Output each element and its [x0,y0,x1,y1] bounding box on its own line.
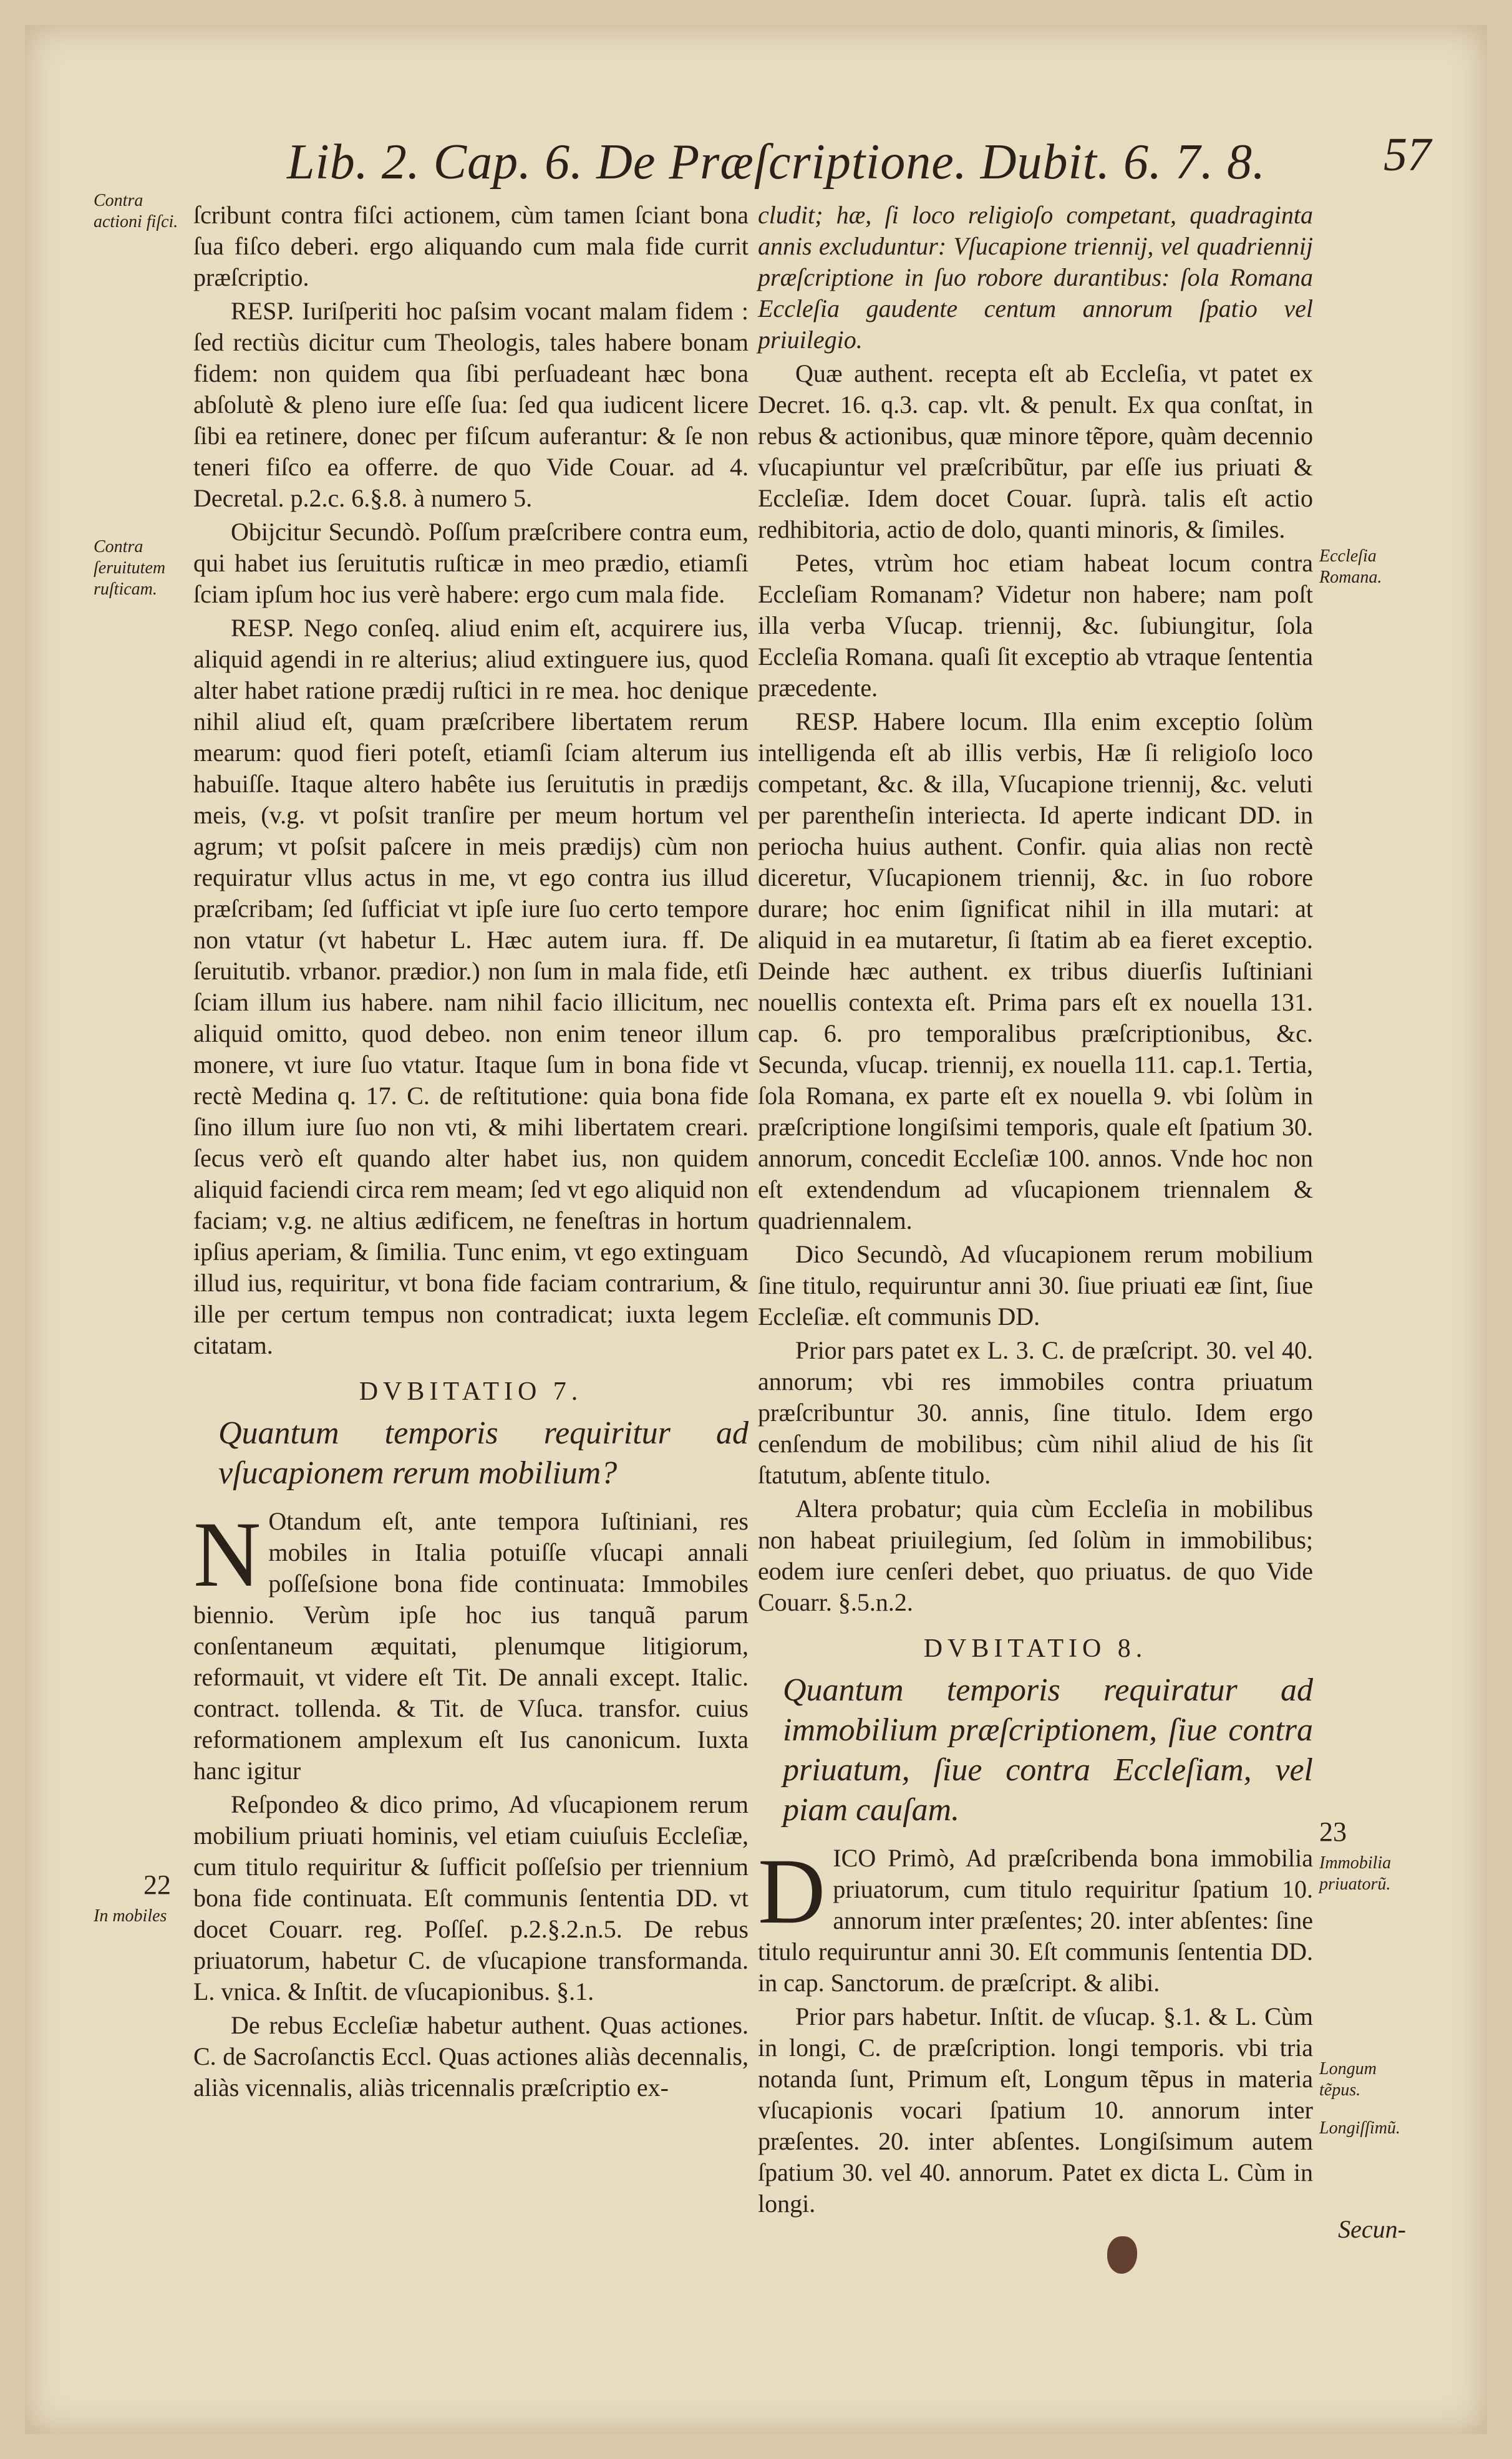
margin-section-number: 23 [1319,1816,1347,1847]
paragraph: Petes, vtrùm hoc etiam habeat locum contra Eccleſiam Romanam? Videtur non habere; nam poſt illa verba Vſucap. triennij, &c. ſubiungitur, ſola Eccleſia Romana. quaſi ſit exceptio ab vtraque ſententia præcedente. [758,549,1313,702]
paragraph: ſcribunt contra fiſci actionem, cùm tamen ſciant bona ſua fiſco deberi. ergo aliquando cum mala fide currit præſcriptio. [193,201,749,291]
section-question: Quantum temporis requiritur ad vſucapionem rerum mobilium? [218,1415,749,1491]
book-page [25,25,1487,2434]
paragraph: Obijcitur Secundò. Poſſum præſcribere contra eum, qui habet ius ſeruitutis ruſticæ in meo prædio, etiamſi ſciam ipſum hoc ius verè habere: ergo cum mala fide. [193,518,749,608]
right-text-column [758,200,1313,2222]
dropcap-initial: D [758,1840,826,1943]
paragraph: RESP. Nego conſeq. aliud enim eſt, acquirere ius, aliquid agendi in re alterius; aliud extinguere ius, quod alter habet ratione prædij ruſtici in re mea. hoc denique nihil aliud eſt, quam præſcribere libertatem rerum mearum: quod fieri poteſt, etiamſi ſciam alterum ius habuiſſe. Itaque altero habête ius ſeruitutis in prædijs meis, (v.g. vt poſsit tranſire per meum hortum vel agrum; vt poſsit paſcere in meis prædijs) cùm non requiratur vllus actus in me, vt ego contra ius illud præſcribam; ſed ſufficiat vt ipſe iure ſuo certo tempore non vtatur (vt habetur L. Hæc autem iura. ff. De ſeruitutib. vrbanor. prædior.) non ſum in mala fide, etſi ſciam illum ius habere. nam nihil facio illicitum, nec aliquid omitto, quod debeo. non enim teneor illum monere, vt iure ſuo vtatur. Itaque ſum in bona fide vt rectè Medina q. 17. C. de reſtitutione: quia bona fide ſino illum iure ſuo non vti, & mihi libertatem creari. ſecus verò eſt quando alter habet ius, non quidem aliquid faciendi circa rem meam; ſed vt ego aliquid non faciam; v.g. ne altius ædificem, ne feneſtras in hortum ipſius aperiam, & ſimilia. Tunc enim, vt ego extinguam illud ius, requiritur, vt bona fide faciam contrarium, & ille per certum tempus non contradicat; iuxta legem citatam. [193,614,749,1359]
paragraph-with-dropcap [193,1503,749,1787]
left-text-column [193,200,749,2106]
paragraph-text: Otandum eſt, ante tempora Iuſtiniani, res mobiles in Italia potuiſſe vſucapi annali poſſeſsione bona fide continuata: Immobiles biennio. Verùm ipſe hoc ius tanquã parum conſentaneum æquitati, plenumque litigiorum, reformauit, vt videre eſt Tit. De annali except. Italic. contract. tollenda. & Tit. de Vſuca. transfor. cuius reformationem amplexum eſt Ius canonicum. Iuxta hanc igitur [193,1507,749,1785]
paragraph: Prior pars habetur. Inſtit. de vſucap. §.1. & L. Cùm in longi, C. de præſcription. longi temporis. vbi tria notanda ſunt, Primum eſt, Longum tẽpus in materia vſucapionis vocari ſpatium 10. annorum inter præſentes. 20. inter abſentes. Longiſsimum autem ſpatium 30. vel 40. annorum. Patet ex dicta L. Cùm in longi. [758,2002,1313,2218]
paragraph-text: ICO Primò, Ad præſcribenda bona immobilia priuatorum, cum titulo requiritur ſpatium 10. annorum inter præſentes; 20. inter abſentes: ſine titulo requiruntur anni 30. Eſt communis ſententia DD. in cap. Sanctorum. de præſcript. & alibi. [758,1844,1313,1997]
catchword: Secun- [1338,2215,1406,2243]
margin-section-number: 22 [143,1870,171,1900]
paragraph: Dico Secundò, Ad vſucapionem rerum mobilium ſine titulo, requiruntur anni 30. ſiue priuati eæ ſint, ſiue Eccleſiæ. eſt communis DD. [758,1240,1313,1331]
running-header: Lib. 2. Cap. 6. De Præſcriptione. Dubit. 6. 7. 8. [287,135,1266,190]
paragraph: Altera probatur; quia cùm Eccleſia in mobilibus non habeat priuilegium, ſed ſolùm in immobilibus; eodem iure cenſeri debet, quo priuatus. de quo Vide Couarr. §.5.n.2. [758,1495,1313,1616]
page-number: 57 [1384,129,1431,181]
paragraph-with-dropcap [758,1840,1313,1999]
paragraph: De rebus Eccleſiæ habetur authent. Quas actiones. C. de Sacroſanctis Eccl. Quas actiones aliàs decennalis, aliàs vicennalis, aliàs tricennalis præſcriptio ex- [193,2011,749,2102]
paragraph: RESP. Habere locum. Illa enim exceptio ſolùm intelligenda eſt ab illis verbis, Hæ ſi religioſo loco competant, &c. & illa, Vſucapione triennij, &c. veluti per parentheſin interiecta. Id aperte indicant DD. in periocha huius authent. Confir. quia alias non rectè diceretur, Vſucapionem triennij, &c. in ſuo robore durare; hoc enim ſignificat nihil in illa mutari: at aliquid in ea mutaretur, ſi ſtatim ab ea fieret exceptio. Deinde hæc authent. ex tribus diuerſis Iuſtiniani nouellis contexta eſt. Prima pars eſt ex nouella 131. cap. 6. pro temporalibus præſcriptionibus, &c. Secunda, vſucap. triennij, ex nouella 111. cap.1. Tertia, ſola Romana, ex parte eſt ex nouella 9. vbi ſolùm in præſcriptione longiſsimi temporis, quale eſt ſpatium 30. annorum, concedit Eccleſiæ 100. annos. Vnde hoc non eſt extendendum ad vſucapionem triennalem & quadriennalem. [758,707,1313,1234]
paragraph: Quæ authent. recepta eſt ab Eccleſia, vt patet ex Decret. 16. q.3. cap. vlt. & penult. Ex qua conſtat, in rebus & actionibus, quæ minore tẽpore, quàm decennio vſucapiuntur vel præſcribũtur, par eſſe ius priuati & Eccleſiæ. Idem docet Couar. ſuprà. talis eſt actio redhibitoria, actio de dolo, quanti minoris, & ſimiles. [758,359,1313,543]
margin-note-ecclesia-romana: Eccleſia Romana. [1319,546,1382,587]
margin-note-longissimum: Longiſſimũ. [1319,2118,1400,2138]
margin-note-in-mobiles: In mobiles [94,1906,167,1926]
section-heading: DVBITATIO 7. [359,1377,583,1406]
section-heading: DVBITATIO 8. [923,1634,1148,1663]
ink-blot [1107,2236,1137,2274]
paragraph: Reſpondeo & dico primo, Ad vſucapionem rerum mobilium priuati hominis, vel etiam cuiuſuis Eccleſiæ, cum titulo requiritur & ſufficit poſſeſsio per triennium bona fide continuata. Eſt communis ſententia DD. vt docet Couarr. reg. Poſſeſ. p.2.§.2.n.5. De rebus priuatorum, habetur C. de vſucapione transformanda. L. vnica. & Inſtit. de vſucapionibus. §.1. [193,1790,749,2006]
margin-note-contra-actioni-fisci: Contra actioni fiſci. [94,191,178,231]
section-question: Quantum temporis requiratur ad immobilium præſcriptionem, ſiue contra priuatum, ſiue contra Eccleſiam, vel piam cauſam. [783,1672,1313,1828]
dropcap-initial: N [193,1503,261,1606]
paragraph: RESP. Iuriſperiti hoc paſsim vocant malam fidem : ſed rectiùs dicitur cum Theologis, tales habere bonam fidem: non quidem qua ſibi perſuadeant hæc bona abſolutè & pleno iure eſſe ſua: ſed qua iudicent licere ſibi ea retinere, donec per fiſcum auferantur: & ſe non teneri fiſco ea offerre. de quo Vide Couar. ad 4. Decretal. p.2.c. 6.§.8. à numero 5. [193,297,749,512]
margin-note-contra-servitutem: Contra ſeruitutem ruſticam. [94,537,166,599]
margin-note-longum-tempus: Longum tẽpus. [1319,2059,1377,2100]
margin-note-immobilia: Immobilia priuatorũ. [1319,1853,1392,1894]
paragraph: cludit; hæ, ſi loco religioſo competant, quadraginta annis excluduntur: Vſucapione triennij, vel quadriennij præſcriptione in ſuo robore durantibus: ſola Romana Eccleſia gaudente centum annorum ſpatio vel priuilegio. [758,201,1313,354]
paragraph: Prior pars patet ex L. 3. C. de præſcript. 30. vel 40. annorum; vbi res immobiles contra priuatum præſcribuntur 30. annis, ſine titulo. Idem ergo cenſendum de mobilibus; cùm nihil aliud de his ſit ſtatutum, abſente titulo. [758,1336,1313,1489]
